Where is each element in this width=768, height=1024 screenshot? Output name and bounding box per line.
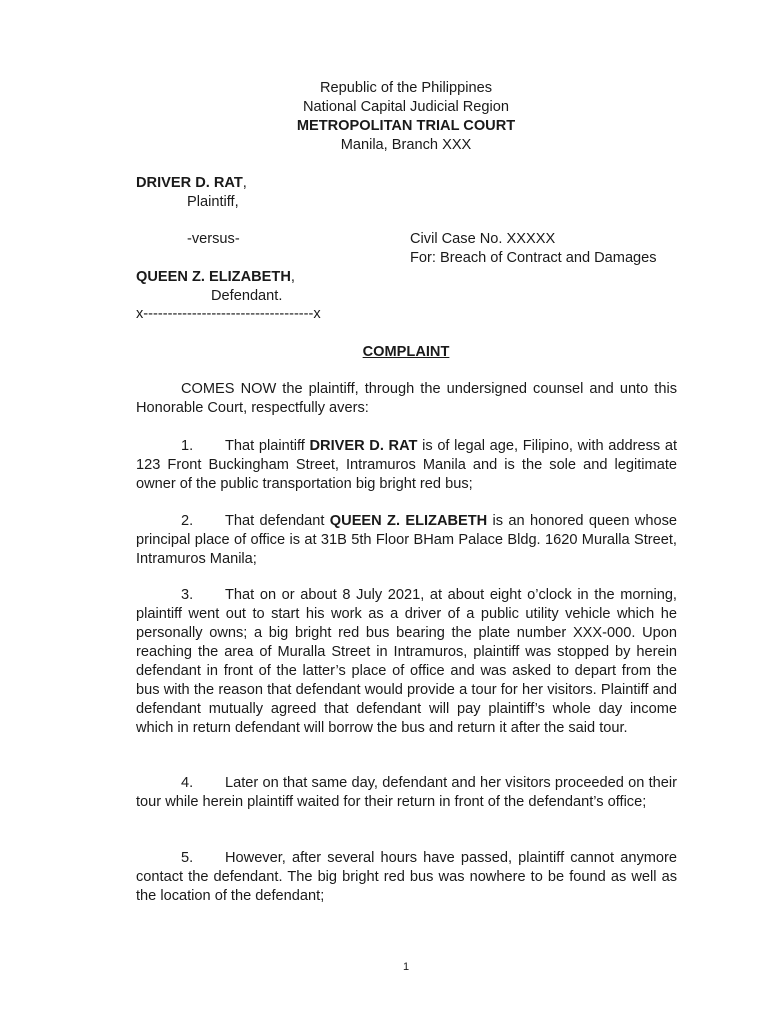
- defendant-comma: ,: [290, 269, 295, 285]
- paragraph-5: 5. However, after several hours have passed, plaintiff cannot anymore contact the defendant. The big bright red bus was nowhere to be found as well as the location of the defendant;: [136, 850, 677, 904]
- defendant-name: QUEEN Z. ELIZABETH: [136, 269, 291, 285]
- plaintiff-comma: ,: [242, 175, 247, 191]
- header-republic: Republic of the Philippines: [320, 80, 492, 96]
- defendant-name-inline: QUEEN Z. ELIZABETH: [329, 513, 488, 529]
- case-nature: For: Breach of Contract and Damages: [410, 250, 657, 266]
- paragraph-number: 2.: [181, 513, 194, 529]
- paragraph-number: 1.: [181, 438, 194, 454]
- paragraph-3: 3. That on or about 8 July 2021, at about eight o’clock in the morning, plaintiff went out to start his work as a driver of a public utility vehicle which he personally owns; a big bright red bus bearing the plate number XXX-000. Upon reaching the area of Muralla Street in Intramuros, plaintiff was stopped by herein defendant in front of the latter’s place of office and was asked to depart from the bus with the reason that defendant would provide a tour for her visitors. Plaintiff and defendant mutually agreed that defendant will pay plaintiff’s whole day income which in return defendant will borrow the bus and return it after the said tour.: [136, 587, 677, 736]
- header-branch: Manila, Branch XXX: [340, 137, 472, 153]
- header-region: National Capital Judicial Region: [302, 99, 510, 115]
- defendant-line: [136, 268, 295, 287]
- versus-label: -versus-: [187, 231, 240, 247]
- paragraph-4: 4. Later on that same day, defendant and her visitors proceeded on their tour while herein plaintiff waited for their return in front of the defendant’s office;: [136, 775, 677, 810]
- paragraph-2: 2. That defendant QUEEN Z. ELIZABETH is an honored queen whose principal place of office is at 31B 5th Floor BHam Palace Bldg. 1620 Muralla Street, Intramuros Manila;: [136, 513, 677, 567]
- case-number: Civil Case No. XXXXX: [410, 231, 556, 247]
- paragraph-number: 5.: [181, 850, 194, 866]
- caption-separator: x-----------------------------------x: [136, 306, 321, 322]
- plaintiff-role: Plaintiff,: [187, 194, 239, 210]
- paragraph-1: 1. That plaintiff DRIVER D. RAT is of legal age, Filipino, with address at 123 Front Buckingham Street, Intramuros Manila and is the sole and legitimate owner of the public transportation big bright red bus;: [136, 438, 677, 492]
- paragraph-number: 4.: [181, 775, 194, 791]
- paragraph-number: 3.: [181, 587, 194, 603]
- defendant-role: Defendant.: [211, 288, 283, 304]
- document-title: COMPLAINT: [362, 344, 450, 360]
- header-court: METROPOLITAN TRIAL COURT: [296, 118, 516, 134]
- plaintiff-line: [136, 174, 247, 193]
- plaintiff-name: DRIVER D. RAT: [136, 175, 243, 191]
- page-number: 1: [402, 961, 410, 973]
- intro-paragraph: COMES NOW the plaintiff, through the undersigned counsel and unto this Honorable Court, respectfully avers:: [136, 381, 677, 416]
- plaintiff-name-inline: DRIVER D. RAT: [309, 438, 418, 454]
